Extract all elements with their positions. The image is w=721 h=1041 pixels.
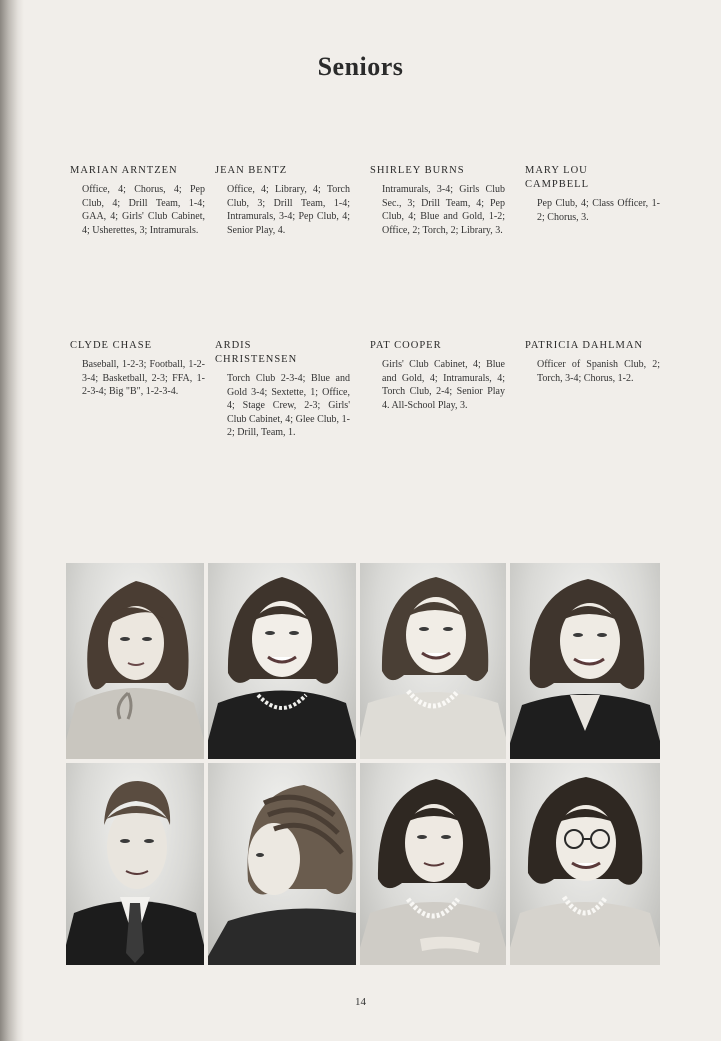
senior-name: MARIAN ARNTZEN xyxy=(70,165,178,176)
book-spine-shadow xyxy=(0,0,24,1041)
senior-entry xyxy=(70,339,205,399)
senior-activities: Intramurals, 3-4; Girls Club Sec., 3; Drill Team, 4; Pep Club, 4; Blue and Gold, 1-2; Office, 2; Torch, 2; Library, 3. xyxy=(382,184,505,236)
portrait-photo xyxy=(510,563,660,759)
senior-entry xyxy=(70,164,205,237)
senior-activities: Office, 4; Chorus, 4; Pep Club, 4; Drill Team, 1-4; GAA, 4; Girls' Club Cabinet, 4; Usherettes, 3; Intramurals. xyxy=(82,184,205,236)
senior-name: JEAN BENTZ xyxy=(215,165,288,176)
senior-entry xyxy=(215,339,350,440)
senior-name: MARY LOU CAMPBELL xyxy=(525,165,590,190)
page-number: 14 xyxy=(355,996,366,1008)
senior-name: SHIRLEY BURNS xyxy=(370,165,465,176)
senior-name: ARDIS CHRISTENSEN xyxy=(215,340,298,365)
senior-entry xyxy=(370,164,505,237)
portrait-photo xyxy=(360,763,506,965)
senior-name: PATRICIA DAHLMAN xyxy=(525,340,644,351)
senior-name: PAT COOPER xyxy=(370,340,442,351)
portrait-photo xyxy=(208,763,356,965)
senior-activities: Office, 4; Library, 4; Torch Club, 3; Drill Team, 1-4; Intramurals, 3-4; Pep Club, 4; Senior Play, 4. xyxy=(227,184,350,236)
senior-name: CLYDE CHASE xyxy=(70,340,152,351)
portrait-photo xyxy=(208,563,356,759)
senior-entry xyxy=(525,164,660,224)
senior-entry xyxy=(370,339,505,412)
senior-activities: Baseball, 1-2-3; Football, 1-2-3-4; Basketball, 2-3; FFA, 1-2-3-4; Big "B", 1-2-3-4. xyxy=(82,359,205,397)
senior-activities: Girls' Club Cabinet, 4; Blue and Gold, 4; Intramurals, 4; Torch Club, 2-4; Senior Play 4. All-School Play, 3. xyxy=(382,359,505,411)
senior-activities: Pep Club, 4; Class Officer, 1-2; Chorus, 3. xyxy=(537,198,660,223)
portrait-grid xyxy=(66,563,660,965)
senior-activities: Torch Club 2-3-4; Blue and Gold 3-4; Sextette, 1; Office, 4; Stage Crew, 2-3; Girls' Club Cabinet, 4; Glee Club, 1-2; Drill, Team, 1. xyxy=(227,373,350,438)
portrait-photo xyxy=(66,563,204,759)
portrait-photo xyxy=(66,763,204,965)
senior-entry xyxy=(525,339,660,385)
senior-entry xyxy=(215,164,350,237)
portrait-photo xyxy=(510,763,660,965)
page-title: Seniors xyxy=(317,52,404,81)
portrait-photo xyxy=(360,563,506,759)
senior-activities: Officer of Spanish Club, 2; Torch, 3-4; Chorus, 1-2. xyxy=(537,359,660,384)
